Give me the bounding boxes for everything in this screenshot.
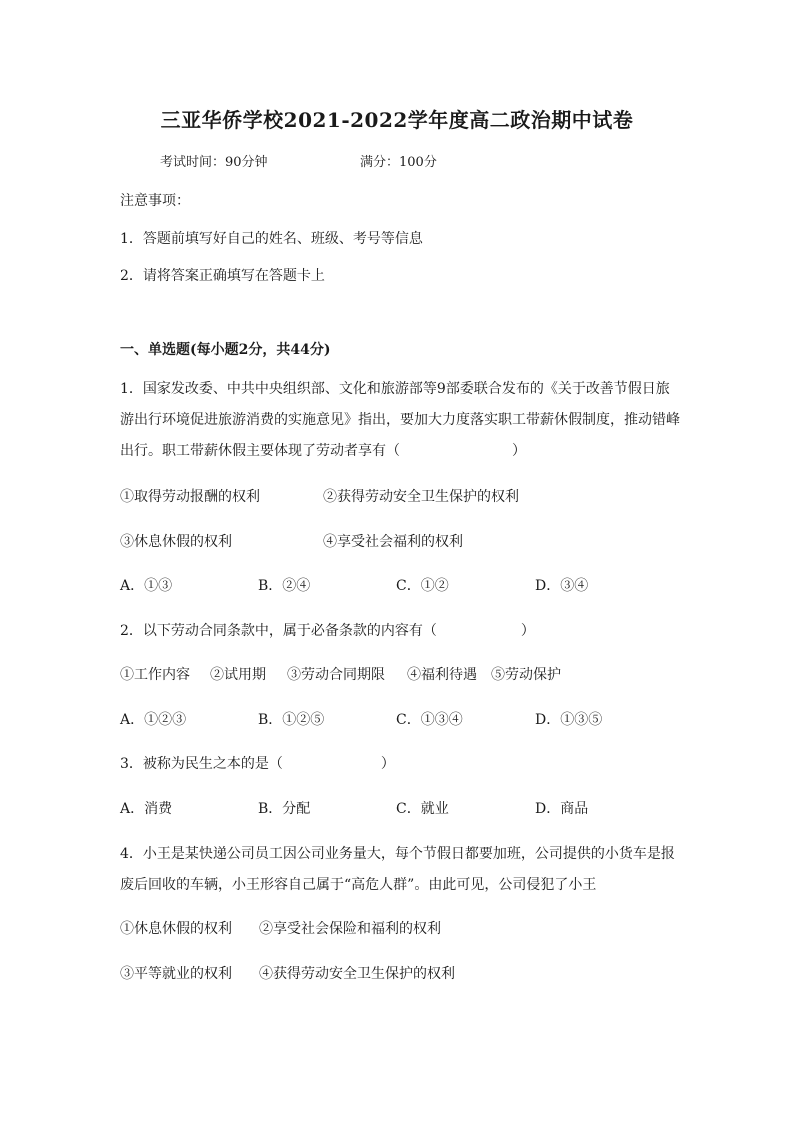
notes-header: 注意事项：: [120, 193, 190, 209]
choice-c[interactable]: C．就业: [396, 801, 449, 817]
statement: ③平等就业的权利: [120, 966, 232, 982]
statement: ①取得劳动报酬的权利: [120, 489, 260, 505]
note-item: 1．答题前填写好自己的姓名、班级、考号等信息: [120, 231, 423, 247]
choice-d[interactable]: D．商品: [535, 801, 589, 817]
choice-c[interactable]: C．①③④: [396, 712, 463, 728]
statement: ④享受社会福利的权利: [323, 534, 463, 550]
choice-b[interactable]: B．①②⑤: [258, 712, 325, 728]
question-stem-line: 4．小王是某快递公司员工因公司业务量大，每个节假日都要加班，公司提供的小货车是报: [120, 846, 675, 862]
choice-a[interactable]: A．①③: [120, 578, 173, 594]
choice-b[interactable]: B．②④: [258, 578, 311, 594]
statement: ①休息休假的权利: [120, 921, 232, 937]
question-1-stem: [120, 374, 680, 467]
choice-a[interactable]: A．①②③: [120, 712, 187, 728]
exam-time: 考试时间：90分钟: [160, 155, 268, 170]
section-header-single-choice: 一、单选题(每小题2分，共44分): [120, 342, 331, 358]
choice-d[interactable]: D．①③⑤: [535, 712, 603, 728]
statement: ②享受社会保险和福利的权利: [259, 921, 441, 937]
exam-title: 三亚华侨学校2021-2022学年度高二政治期中试卷: [160, 108, 634, 132]
statement: ②试用期: [210, 667, 266, 683]
question-3-stem: 3．被称为民生之本的是（ ）: [120, 756, 395, 772]
statement: ①工作内容: [120, 667, 190, 683]
choice-c[interactable]: C．①②: [396, 578, 449, 594]
question-4-stem: [120, 839, 680, 901]
statement: ③劳动合同期限: [287, 667, 385, 683]
choice-b[interactable]: B．分配: [258, 801, 311, 817]
statement: ③休息休假的权利: [120, 534, 232, 550]
statement: ④获得劳动安全卫生保护的权利: [259, 966, 455, 982]
statement: ②获得劳动安全卫生保护的权利: [323, 489, 519, 505]
question-2-stem: 2．以下劳动合同条款中，属于必备条款的内容有（ ）: [120, 623, 535, 639]
question-stem-line: 1．国家发改委、中共中央组织部、文化和旅游部等9部委联合发布的《关于改善节假日旅: [120, 381, 670, 397]
exam-score: 满分：100分: [360, 155, 437, 170]
choice-a[interactable]: A．消费: [120, 801, 173, 817]
statement: ⑤劳动保护: [491, 667, 561, 683]
choice-d[interactable]: D．③④: [535, 578, 589, 594]
question-stem-line: 游出行环境促进旅游消费的实施意见》指出，要加大力度落实职工带薪休假制度，推动错峰: [120, 412, 680, 428]
statement: ④福利待遇: [407, 667, 477, 683]
question-stem-line: 废后回收的车辆，小王形容自己属于“高危人群”。由此可见，公司侵犯了小王: [120, 877, 597, 893]
question-stem-line: 出行。职工带薪休假主要体现了劳动者享有（ ）: [120, 443, 526, 459]
note-item: 2．请将答案正确填写在答题卡上: [120, 268, 325, 284]
